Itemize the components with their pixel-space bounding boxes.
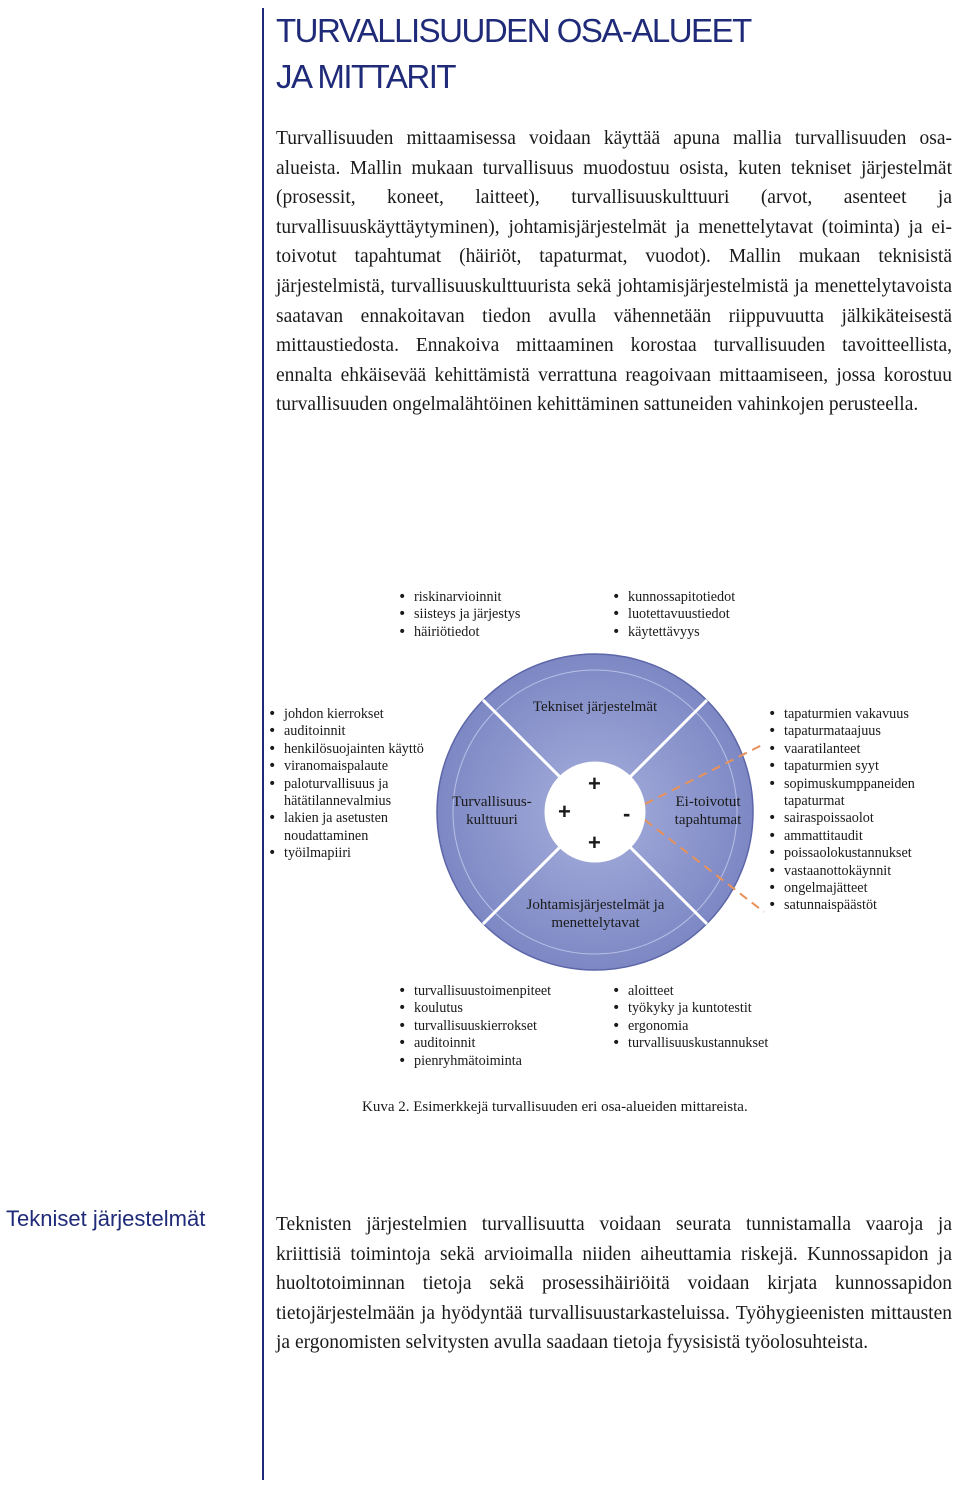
list-item: • pienryhmätoiminta <box>398 1053 551 1070</box>
quadrant-label-top: Tekniset järjestelmät <box>532 699 658 715</box>
section-heading: Tekniset järjestelmät <box>6 1206 206 1231</box>
list-item: • tapaturmataajuus <box>768 723 958 740</box>
list-item: • turvallisuuskierrokset <box>398 1018 551 1035</box>
list-item: • koulutus <box>398 1000 551 1017</box>
bottom-left-list <box>398 983 551 1070</box>
section-paragraph: Teknisten järjestelmien turvallisuutta voidaan seurata tunnistamalla vaaroja ja kriittisiä toimintoja sekä arvioimalla niiden aiheuttamia riskejä. Kunnossapidon ja huoltotoiminnan tietoja sekä prosessihäiriöitä voidaan kirjata kunnossapidon tietojärjestelmään ja hyödyntää turvallisuustarkasteluissa. Työhygieenisten mittausten ja ergonomisten selvitysten avulla saadaan tietoja fyysisistä työolosuhteista. <box>276 1214 952 1354</box>
quadrant-label-bottom: Johtamisjärjestelmät ja menettelytavat <box>526 897 665 931</box>
list-item: • auditoinnit <box>398 1035 551 1052</box>
list-item: • työilmapiiri <box>268 845 440 862</box>
minus-symbol-right: - <box>623 801 631 826</box>
list-item: • vaaratilanteet <box>768 741 958 758</box>
title-line-1: TURVALLISUUDEN OSA-ALUEET <box>276 12 751 49</box>
list-item: • tapaturmien vakavuus <box>768 706 958 723</box>
list-item: • satunnaispäästöt <box>768 897 958 914</box>
intro-paragraph: Turvallisuuden mittaamisessa voidaan käyttää apuna mallia turvallisuuden osa-alueista. Mallin mukaan turvallisuus muodostuu osista, kuten tekniset järjestelmät (prosessit, koneet, laitteet), turvallisuuskulttuuri (arvot, asenteet ja turvallisuuskäyttäytyminen), johtamisjärjestelmät ja menettelytavat (toiminta) ja ei-toivotut tapahtumat (häiriöt, tapaturmat, vuodot). Mallin mukaan teknisistä järjestelmistä, turvallisuuskulttuurista sekä johtamisjärjestelmistä ja menettelytavoista saatavan ennakoitavan tiedon avulla vähennetään riippuvuutta jälkikäteisestä mittaustiedosta. Ennakoiva mittaaminen korostaa turvallisuuden tavoitteellista, ennalta ehkäisevää kehittämistä verrattuna reagoivaan mittaamiseen, jossa korostuu turvallisuuden ongelmalähtöinen kehittäminen sattuneiden vahinkojen perusteella. <box>276 128 952 416</box>
list-item: • ammattitaudit <box>768 828 958 845</box>
list-item: • riskinarvioinnit <box>398 589 520 606</box>
list-item: • työkyky ja kuntotestit <box>612 1000 768 1017</box>
quadrant-label-right: Ei-toivotut tapahtumat <box>674 794 742 828</box>
list-item: • ongelmajätteet <box>768 880 958 897</box>
list-item: • vastaanottokäynnit <box>768 863 958 880</box>
list-item: • häiriötiedot <box>398 624 520 641</box>
list-item: • turvallisuustoimenpiteet <box>398 983 551 1000</box>
list-item: • sopimuskumppaneiden tapaturmat <box>768 776 958 811</box>
list-item: • turvallisuuskustannukset <box>612 1035 768 1052</box>
quadrant-label-left: Turvallisuus-kulttuuri <box>452 794 532 828</box>
list-item: • paloturvallisuus ja hätätilannevalmius <box>268 776 440 811</box>
figure-caption: Kuva 2. Esimerkkejä turvallisuuden eri osa-alueiden mittareista. <box>362 1099 748 1115</box>
plus-symbol-top: + <box>588 771 601 796</box>
list-item: • lakien ja asetusten noudattaminen <box>268 810 440 845</box>
list-item: • sairaspoissaolot <box>768 810 958 827</box>
plus-symbol-left: + <box>558 799 571 824</box>
bottom-right-list <box>612 983 768 1053</box>
list-item: • luotettavuustiedot <box>612 606 735 623</box>
list-item: • ergonomia <box>612 1018 768 1035</box>
list-item: • aloitteet <box>612 983 768 1000</box>
list-item: • viranomaispalaute <box>268 758 440 775</box>
list-item: • auditoinnit <box>268 723 440 740</box>
list-item: • tapaturmien syyt <box>768 758 958 775</box>
list-item: • johdon kierrokset <box>268 706 440 723</box>
title-line-2: JA MITTARIT <box>276 58 456 95</box>
list-item: • siisteys ja järjestys <box>398 606 520 623</box>
list-item: • poissaolokustannukset <box>768 845 958 862</box>
list-item: • henkilösuojainten käyttö <box>268 741 440 758</box>
list-item: • kunnossapitotiedot <box>612 589 735 606</box>
list-item: • käytettävyys <box>612 624 735 641</box>
plus-symbol-bottom: + <box>588 830 601 855</box>
